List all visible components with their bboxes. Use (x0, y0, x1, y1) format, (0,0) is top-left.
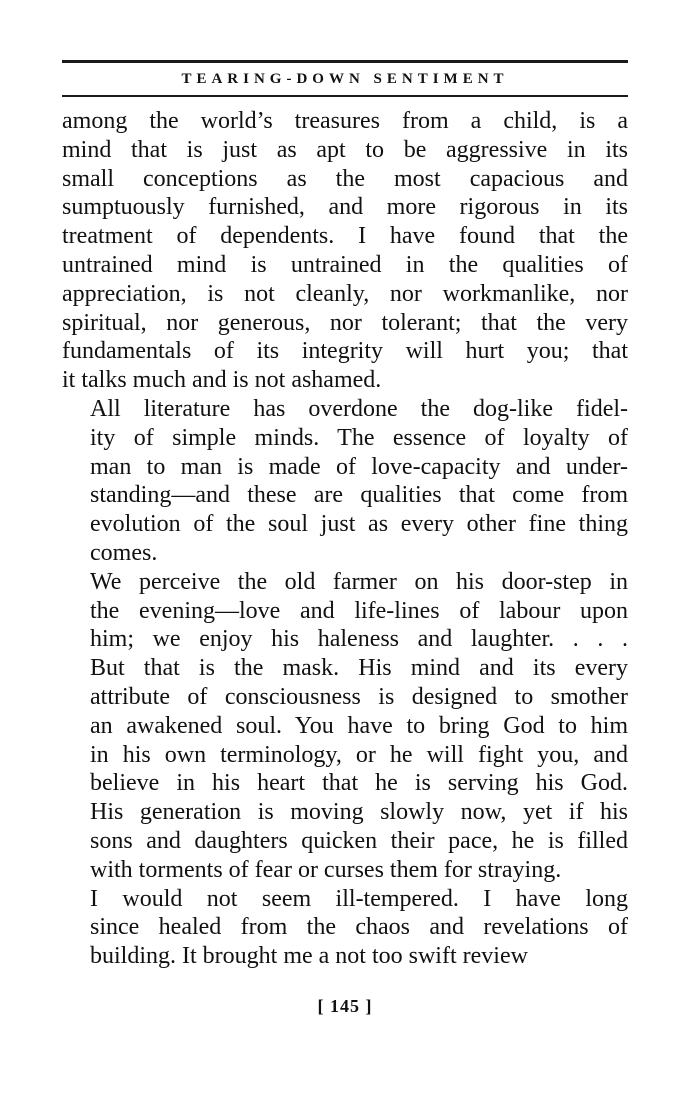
text-line: in his own terminology, or he will fight you, and (90, 741, 628, 768)
text-line: man to man is made of love-capacity and under- (90, 453, 628, 480)
text-line: with torments of fear or curses them for straying. (90, 856, 562, 883)
text-line: All literature has overdone the dog-like fidel- (90, 395, 628, 422)
text-line: attribute of consciousness is designed to smother (90, 683, 628, 710)
text-line: fundamentals of its integrity will hurt you; that (62, 338, 628, 365)
text-line: standing—and these are qualities that come from (90, 482, 628, 509)
page-number: [ 145 ] (317, 996, 373, 1016)
paragraph (62, 568, 628, 885)
text-line: among the world’s treasures from a child, is a (62, 108, 628, 134)
book-page (62, 60, 628, 971)
text-line: mind that is just as apt to be aggressive in its (62, 136, 628, 163)
text-line: the evening—love and life-lines of labour upon (90, 597, 628, 624)
text-line: We perceive the old farmer on his door-step in (90, 568, 628, 595)
text-line: ity of simple minds. The essence of loyalty of (90, 424, 628, 451)
text-line: evolution of the soul just as every other fine thing (90, 511, 628, 538)
text-line: spiritual, nor generous, nor tolerant; that the very (62, 309, 628, 336)
text-line: comes. (90, 539, 158, 566)
running-head: TEARING-DOWN SENTIMENT (181, 71, 509, 87)
text-line: small conceptions as the most capacious and (62, 165, 628, 192)
text-line: appreciation, is not cleanly, nor workmanlike, nor (62, 280, 628, 307)
text-line: But that is the mask. His mind and its every (90, 655, 628, 682)
text-line: since healed from the chaos and revelations of (90, 914, 628, 941)
paragraph (62, 107, 628, 395)
text-line: I would not seem ill-tempered. I have long (90, 885, 628, 912)
text-line: sumptuously furnished, and more rigorous in its (62, 194, 628, 221)
text-line: His generation is moving slowly now, yet if his (90, 799, 628, 826)
text-line: sons and daughters quicken their pace, he is filled (90, 827, 628, 854)
text-line: it talks much and is not ashamed. (62, 367, 382, 394)
body-text (62, 107, 628, 971)
text-line: an awakened soul. You have to bring God to him (90, 712, 628, 739)
text-line: building. It brought me a not too swift review (90, 943, 528, 970)
text-line: him; we enjoy his haleness and laughter. . . . (90, 626, 628, 653)
text-line: believe in his heart that he is serving his God. (90, 770, 628, 797)
paragraph (62, 885, 628, 971)
text-line: treatment of dependents. I have found that the (62, 223, 628, 250)
paragraph (62, 395, 628, 568)
text-line: untrained mind is untrained in the qualities of (62, 251, 628, 278)
header-rule-bottom (62, 95, 628, 97)
